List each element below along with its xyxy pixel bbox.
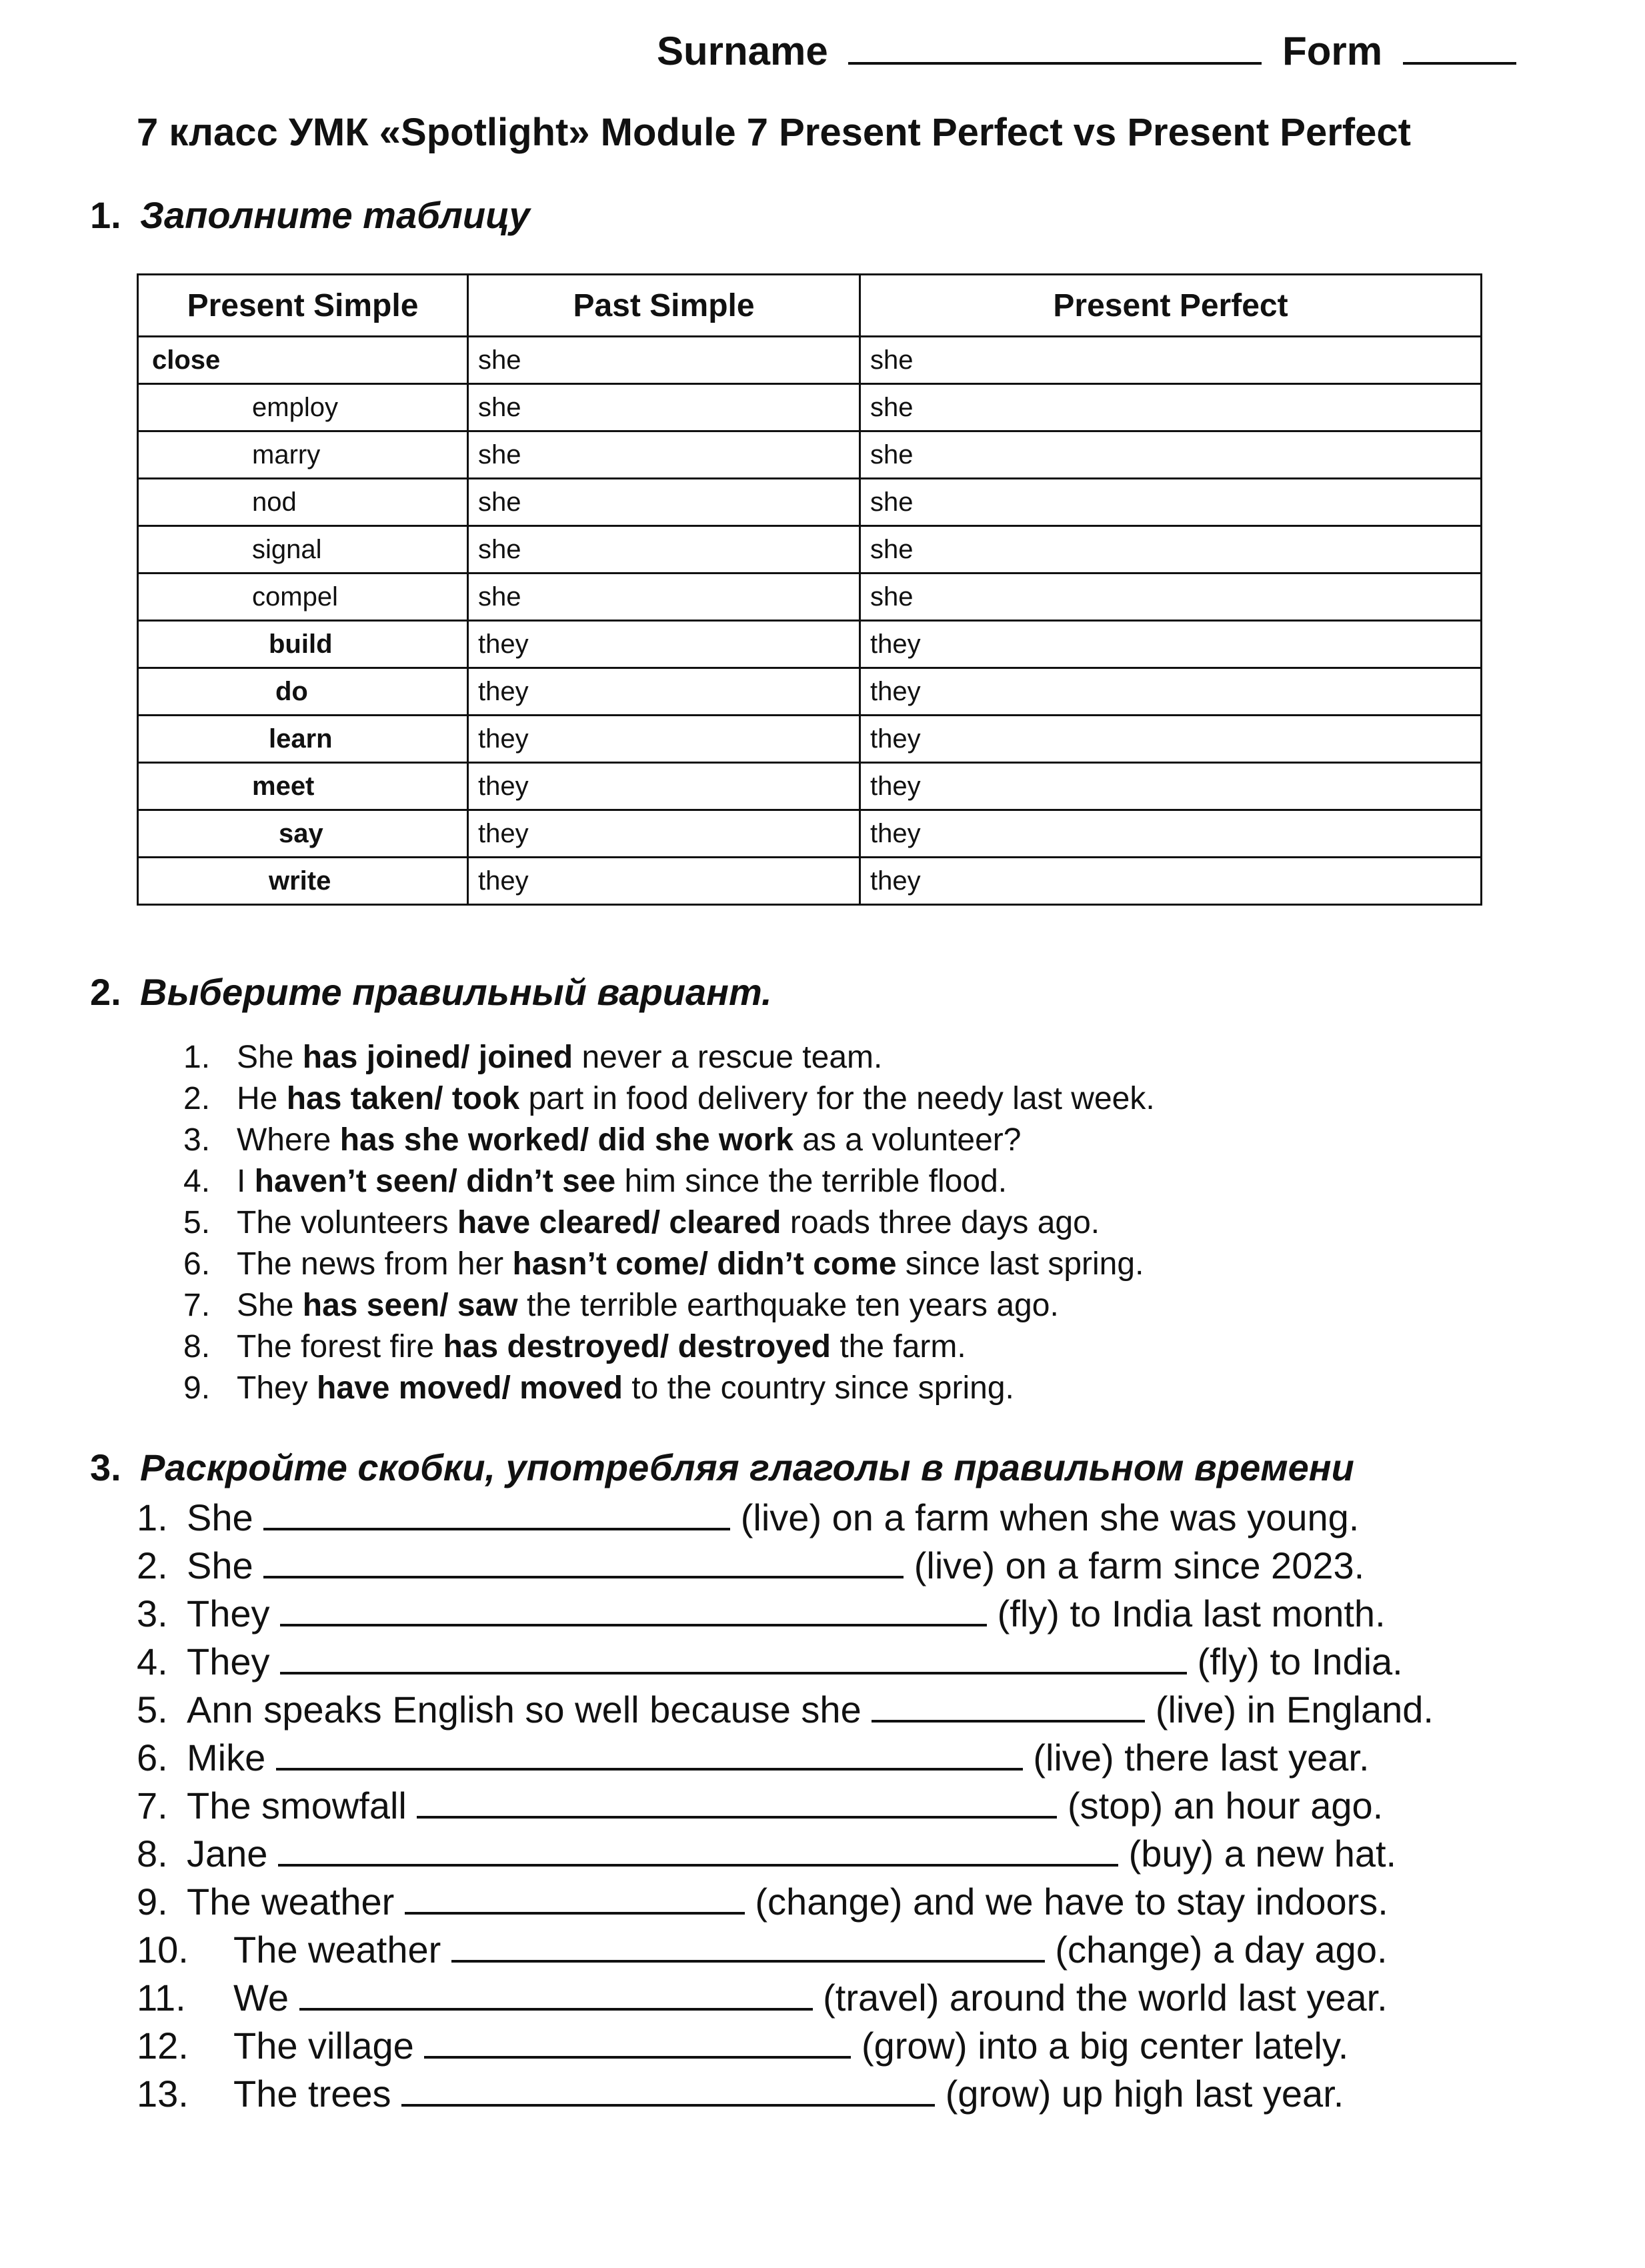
past-simple-cell[interactable]: they <box>468 858 860 905</box>
item-number: 12. <box>137 2025 189 2067</box>
list-item <box>183 1244 1155 1285</box>
sentence-start: Ann speaks English so well because she <box>187 1688 862 1731</box>
sentence-end: the farm. <box>830 1329 966 1364</box>
sentence-end: (live) there last year. <box>1033 1737 1370 1779</box>
item-number: 6. <box>183 1246 211 1282</box>
sentence-end: part in food delivery for the needy last week. <box>519 1081 1155 1116</box>
table-row <box>138 574 1482 621</box>
past-simple-cell[interactable]: she <box>468 479 860 526</box>
item-number: 13. <box>137 2073 189 2115</box>
present-perfect-cell[interactable]: they <box>860 668 1482 716</box>
sentence-start: They <box>187 1640 270 1682</box>
sentence-start: We <box>233 1977 289 2019</box>
base-verb-cell: learn <box>138 716 468 763</box>
answer-options[interactable]: have cleared/ cleared <box>457 1205 781 1240</box>
choice-exercise-list <box>183 1037 1155 1409</box>
sentence-start: Mike <box>187 1737 266 1779</box>
list-item <box>137 1590 1434 1638</box>
answer-options[interactable]: has she worked/ did she work <box>339 1122 793 1158</box>
present-perfect-cell[interactable]: they <box>860 763 1482 810</box>
base-verb-cell: signal <box>138 526 468 574</box>
answer-blank[interactable] <box>417 1816 1057 1819</box>
present-perfect-cell[interactable]: she <box>860 526 1482 574</box>
answer-options[interactable]: hasn’t come/ didn’t come <box>512 1246 897 1282</box>
table-row <box>138 763 1482 810</box>
answer-options[interactable]: haven’t seen/ didn’t see <box>254 1164 616 1199</box>
answer-options[interactable]: has joined/ joined <box>302 1040 573 1075</box>
base-verb-cell: build <box>138 621 468 668</box>
sentence-start: They <box>237 1370 317 1406</box>
past-simple-cell[interactable]: they <box>468 621 860 668</box>
sentence-start: She <box>187 1544 253 1586</box>
sentence-end: (stop) an hour ago. <box>1068 1785 1384 1827</box>
sentence-end: him since the terrible flood. <box>615 1164 1008 1199</box>
answer-blank[interactable] <box>401 2104 935 2107</box>
past-simple-cell[interactable]: she <box>468 431 860 479</box>
answer-blank[interactable] <box>451 1960 1045 1963</box>
sentence-end: (grow) up high last year. <box>945 2073 1344 2115</box>
present-perfect-cell[interactable]: she <box>860 431 1482 479</box>
item-number: 1. <box>137 1496 168 1538</box>
base-verb-cell: employ <box>138 384 468 431</box>
column-header-past-simple: Past Simple <box>468 275 860 337</box>
fill-in-exercise-list <box>137 1494 1434 2118</box>
task2-number: 2. <box>90 971 121 1013</box>
base-verb-cell: close <box>138 337 468 384</box>
sentence-end: (fly) to India. <box>1197 1640 1403 1682</box>
answer-blank[interactable] <box>276 1768 1023 1771</box>
task3-heading <box>90 1446 1354 1489</box>
answer-blank[interactable] <box>424 2056 851 2059</box>
surname-blank[interactable] <box>848 62 1262 65</box>
task1-number: 1. <box>90 194 121 236</box>
sentence-start: The volunteers <box>237 1205 457 1240</box>
sentence-start: They <box>187 1592 270 1634</box>
sentence-end: roads three days ago. <box>781 1205 1100 1240</box>
item-number: 8. <box>137 1833 168 1875</box>
list-item <box>183 1037 1155 1078</box>
answer-blank[interactable] <box>278 1864 1118 1867</box>
sentence-end: since last spring. <box>896 1246 1144 1282</box>
present-perfect-cell[interactable]: she <box>860 337 1482 384</box>
sentence-start: Jane <box>187 1833 268 1875</box>
item-number: 6. <box>137 1737 168 1779</box>
list-item <box>137 2070 1434 2118</box>
sentence-start: The trees <box>233 2073 391 2115</box>
sentence-start: The forest fire <box>237 1329 443 1364</box>
sentence-end: (fly) to India last month. <box>997 1592 1386 1634</box>
past-simple-cell[interactable]: she <box>468 337 860 384</box>
present-perfect-cell[interactable]: they <box>860 716 1482 763</box>
base-verb-cell: marry <box>138 431 468 479</box>
sentence-start: She <box>187 1496 253 1538</box>
surname-label: Surname <box>657 29 828 73</box>
list-item <box>183 1120 1155 1161</box>
list-item <box>183 1285 1155 1326</box>
past-simple-cell[interactable]: she <box>468 574 860 621</box>
present-perfect-cell[interactable]: they <box>860 858 1482 905</box>
item-number: 10. <box>137 1929 189 1971</box>
list-item <box>137 1734 1434 1782</box>
item-number: 5. <box>137 1688 168 1731</box>
table-header-row <box>138 275 1482 337</box>
answer-blank[interactable] <box>263 1576 904 1578</box>
item-number: 11. <box>137 1977 186 2019</box>
sentence-end: (change) and we have to stay indoors. <box>755 1881 1388 1923</box>
answer-options[interactable]: have moved/ moved <box>317 1370 623 1406</box>
table-row <box>138 431 1482 479</box>
list-item <box>137 1542 1434 1590</box>
answer-blank[interactable] <box>299 2008 813 2011</box>
answer-options[interactable]: has destroyed/ destroyed <box>443 1329 831 1364</box>
sentence-end: never a rescue team. <box>573 1040 883 1075</box>
sentence-end: as a volunteer? <box>793 1122 1022 1158</box>
answer-blank[interactable] <box>280 1672 1187 1674</box>
sentence-start: I <box>237 1164 255 1199</box>
present-perfect-cell[interactable]: they <box>860 810 1482 858</box>
item-number: 7. <box>137 1785 168 1827</box>
form-blank[interactable] <box>1403 62 1516 65</box>
item-number: 2. <box>183 1081 211 1116</box>
list-item <box>137 1878 1434 1926</box>
item-number: 1. <box>183 1040 211 1075</box>
task2-heading-text: Выберите правильный вариант. <box>140 971 772 1013</box>
past-simple-cell[interactable]: she <box>468 384 860 431</box>
list-item <box>137 1974 1434 2022</box>
list-item <box>183 1326 1155 1368</box>
form-label: Form <box>1282 29 1383 73</box>
item-number: 5. <box>183 1205 211 1240</box>
task1-heading <box>90 193 530 237</box>
list-item <box>137 1782 1434 1830</box>
item-number: 9. <box>137 1881 168 1923</box>
table-row <box>138 621 1482 668</box>
table-row <box>138 858 1482 905</box>
sentence-end: the terrible earthquake ten years ago. <box>517 1288 1059 1323</box>
table-row <box>138 479 1482 526</box>
sentence-start: The weather <box>233 1929 441 1971</box>
present-perfect-cell[interactable]: she <box>860 479 1482 526</box>
column-header-present-perfect: Present Perfect <box>860 275 1482 337</box>
answer-blank[interactable] <box>280 1624 987 1626</box>
list-item <box>183 1368 1155 1409</box>
list-item <box>183 1078 1155 1120</box>
sentence-end: (live) on a farm since 2023. <box>914 1544 1365 1586</box>
sentence-end: (live) in England. <box>1155 1688 1434 1731</box>
name-form-header <box>657 28 1516 74</box>
table-row <box>138 716 1482 763</box>
answer-blank[interactable] <box>263 1528 730 1530</box>
sentence-start: She <box>237 1288 303 1323</box>
sentence-end: (buy) a new hat. <box>1128 1833 1397 1875</box>
list-item <box>183 1202 1155 1244</box>
sentence-end: (live) on a farm when she was young. <box>740 1496 1360 1538</box>
task2-heading <box>90 970 772 1014</box>
list-item <box>137 1686 1434 1734</box>
past-simple-cell[interactable]: she <box>468 526 860 574</box>
sentence-start: Where <box>237 1122 340 1158</box>
item-number: 9. <box>183 1370 211 1406</box>
table-row <box>138 810 1482 858</box>
base-verb-cell: compel <box>138 574 468 621</box>
answer-options[interactable]: has seen/ saw <box>302 1288 518 1323</box>
sentence-start: The village <box>233 2025 414 2067</box>
base-verb-cell: do <box>138 668 468 716</box>
answer-blank[interactable] <box>405 1912 745 1915</box>
past-simple-cell[interactable]: they <box>468 810 860 858</box>
base-verb-cell: write <box>138 858 468 905</box>
list-item <box>137 2022 1434 2070</box>
past-simple-cell[interactable]: they <box>468 668 860 716</box>
item-number: 2. <box>137 1544 168 1586</box>
page-title: 7 класс УМК «Spotlight» Module 7 Present Perfect vs Present Perfect <box>137 111 1411 154</box>
sentence-end: (grow) into a big center lately. <box>861 2025 1349 2067</box>
item-number: 4. <box>137 1640 168 1682</box>
table-row <box>138 384 1482 431</box>
item-number: 7. <box>183 1288 211 1323</box>
base-verb-cell: say <box>138 810 468 858</box>
sentence-start: She <box>237 1040 303 1075</box>
table-row <box>138 337 1482 384</box>
list-item <box>137 1926 1434 1974</box>
task3-number: 3. <box>90 1446 121 1488</box>
base-verb-cell: nod <box>138 479 468 526</box>
sentence-end: (travel) around the world last year. <box>823 1977 1388 2019</box>
sentence-start: The news from her <box>237 1246 513 1282</box>
sentence-start: The smowfall <box>187 1785 407 1827</box>
present-perfect-cell[interactable]: they <box>860 621 1482 668</box>
task3-heading-text: Раскройте скобки, употребляя глаголы в правильном времени <box>140 1446 1354 1488</box>
table-row <box>138 526 1482 574</box>
sentence-end: to the country since spring. <box>622 1370 1014 1406</box>
sentence-start: He <box>237 1081 287 1116</box>
item-number: 4. <box>183 1164 211 1199</box>
item-number: 8. <box>183 1329 211 1364</box>
item-number: 3. <box>183 1122 211 1158</box>
task1-heading-text: Заполните таблицу <box>140 194 530 236</box>
answer-options[interactable]: has taken/ took <box>286 1081 520 1116</box>
sentence-start: The weather <box>187 1881 395 1923</box>
list-item <box>183 1161 1155 1202</box>
verb-forms-table <box>137 273 1482 906</box>
past-simple-cell[interactable]: they <box>468 763 860 810</box>
past-simple-cell[interactable]: they <box>468 716 860 763</box>
list-item <box>137 1494 1434 1542</box>
sentence-end: (change) a day ago. <box>1055 1929 1388 1971</box>
present-perfect-cell[interactable]: she <box>860 574 1482 621</box>
list-item <box>137 1638 1434 1686</box>
present-perfect-cell[interactable]: she <box>860 384 1482 431</box>
item-number: 3. <box>137 1592 168 1634</box>
answer-blank[interactable] <box>872 1720 1145 1723</box>
column-header-present-simple: Present Simple <box>138 275 468 337</box>
list-item <box>137 1830 1434 1878</box>
table-row <box>138 668 1482 716</box>
base-verb-cell: meet <box>138 763 468 810</box>
